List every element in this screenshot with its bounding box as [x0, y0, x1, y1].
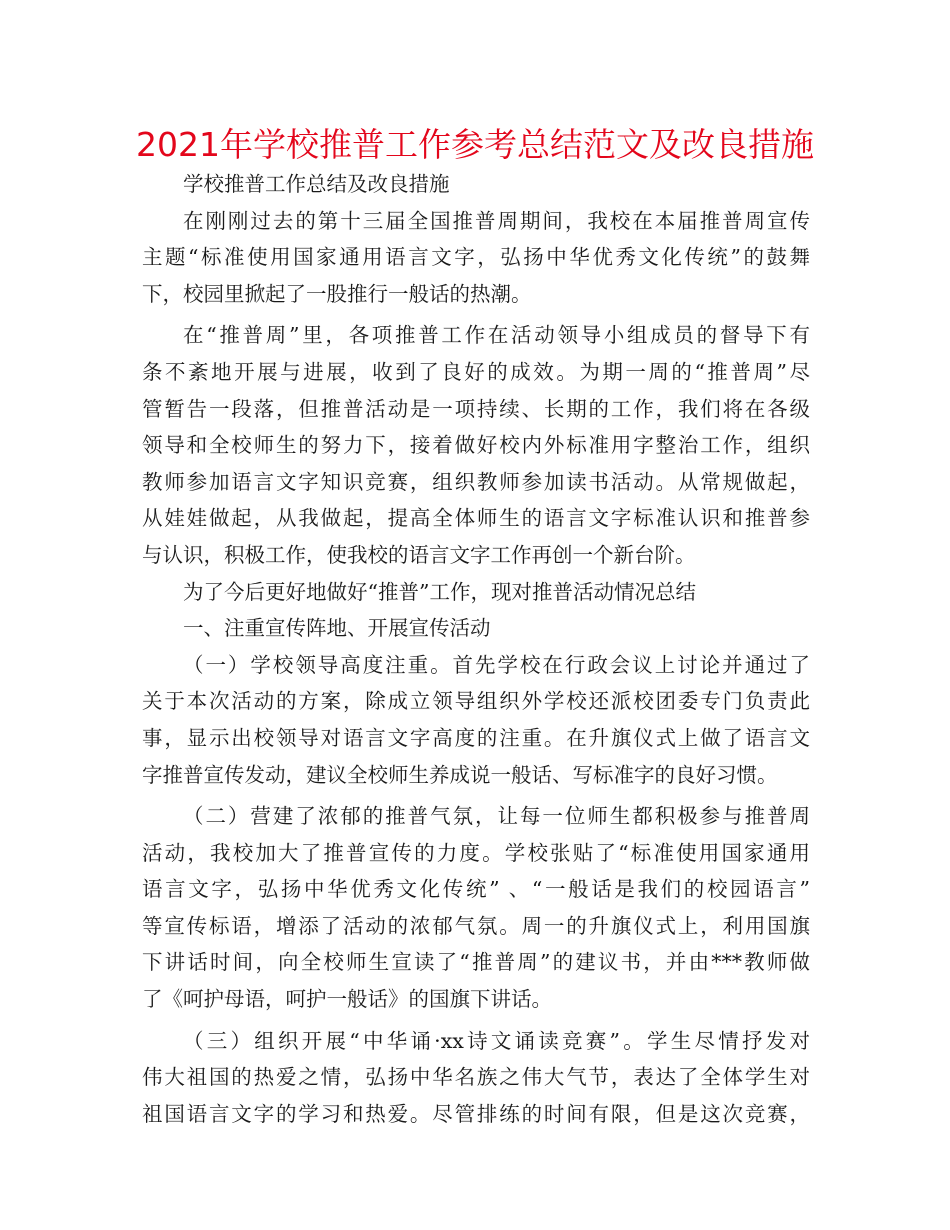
- text-line: 下，校园里掀起了一股推行一般话的热潮。: [142, 281, 532, 306]
- text-line: （三）组织开展“中华诵·xx诗文诵读竞赛”。学生尽情抒发对: [183, 1028, 810, 1053]
- text-line: 语言文字，弘扬中华优秀文化传统” 、“一般话是我们的校园语言”: [142, 877, 810, 902]
- text-line: 下讲话时间，向全校师生宣读了“推普周”的建议书，并由***教师做: [142, 950, 810, 975]
- text-line: 与认识，积极工作，使我校的语言文字工作再创一个新台阶。: [142, 542, 696, 567]
- text-line: 事，显示出校领导对语言文字高度的注重。在升旗仪式上做了语言文: [142, 725, 810, 750]
- paragraph: [142, 317, 810, 573]
- text-line: 活动，我校加大了推普宣传的力度。学校张贴了“标准使用国家通用: [142, 840, 810, 865]
- text-line: 在“推普周”里，各项推普工作在活动领导小组成员的督导下有: [183, 323, 810, 348]
- text-line: 伟大祖国的热爱之情，弘扬中华名族之伟大气节，表达了全体学生对: [142, 1065, 810, 1090]
- text-line: （二）营建了浓郁的推普气氛，让每一位师生都积极参与推普周: [183, 804, 810, 829]
- text-line: 管暂告一段落，但推普活动是一项持续、长期的工作，我们将在各级: [142, 396, 810, 421]
- document-subtitle: 学校推普工作总结及改良措施: [183, 172, 450, 196]
- text-line: 了《呵护母语，呵护一般话》的国旗下讲话。: [142, 987, 552, 1012]
- text-line: 祖国语言文字的学习和热爱。尽管排练的时间有限，但是这次竞赛，: [142, 1101, 810, 1126]
- text-line: 领导和全校师生的努力下，接着做好校内外标准用字整治工作，组织: [142, 433, 810, 458]
- paragraph: [142, 203, 810, 313]
- text-line: 条不紊地开展与进展，收到了良好的成效。为期一周的“推普周”尽: [142, 359, 810, 384]
- text-line: 为了今后更好地做好“推普”工作，现对推普活动情况总结: [183, 579, 696, 604]
- text-line: 在刚刚过去的第十三届全国推普周期间，我校在本届推普周宣传: [183, 208, 810, 233]
- text-line: 关于本次活动的方案，除成立领导组织外学校还派校团委专门负责此: [142, 689, 810, 714]
- document-body: [142, 166, 810, 1132]
- text-line: （一）学校领导高度注重。首先学校在行政会议上讨论并通过了: [183, 652, 810, 677]
- paragraph: [142, 647, 810, 793]
- text-line: 从娃娃做起，从我做起，提高全体师生的语言文字标准认识和推普参: [142, 506, 810, 531]
- text-line: 字推普宣传发动，建议全校师生养成说一般话、写标准字的良好习惯。: [142, 762, 778, 787]
- paragraph: [142, 798, 810, 1018]
- text-line: 一、注重宣传阵地、开展宣传活动: [183, 616, 491, 641]
- document-title: 2021年学校推普工作参考总结范文及改良措施: [136, 125, 814, 164]
- text-line: 主题“标准使用国家通用语言文字，弘扬中华优秀文化传统”的鼓舞: [142, 245, 810, 270]
- section-heading: [142, 610, 810, 647]
- text-line: 教师参加语言文字知识竞赛，组织教师参加读书活动。从常规做起，: [142, 469, 810, 494]
- paragraph: [142, 1023, 810, 1133]
- text-line: 等宣传标语，增添了活动的浓郁气氛。周一的升旗仪式上，利用国旗: [142, 913, 810, 938]
- paragraph: [142, 574, 810, 611]
